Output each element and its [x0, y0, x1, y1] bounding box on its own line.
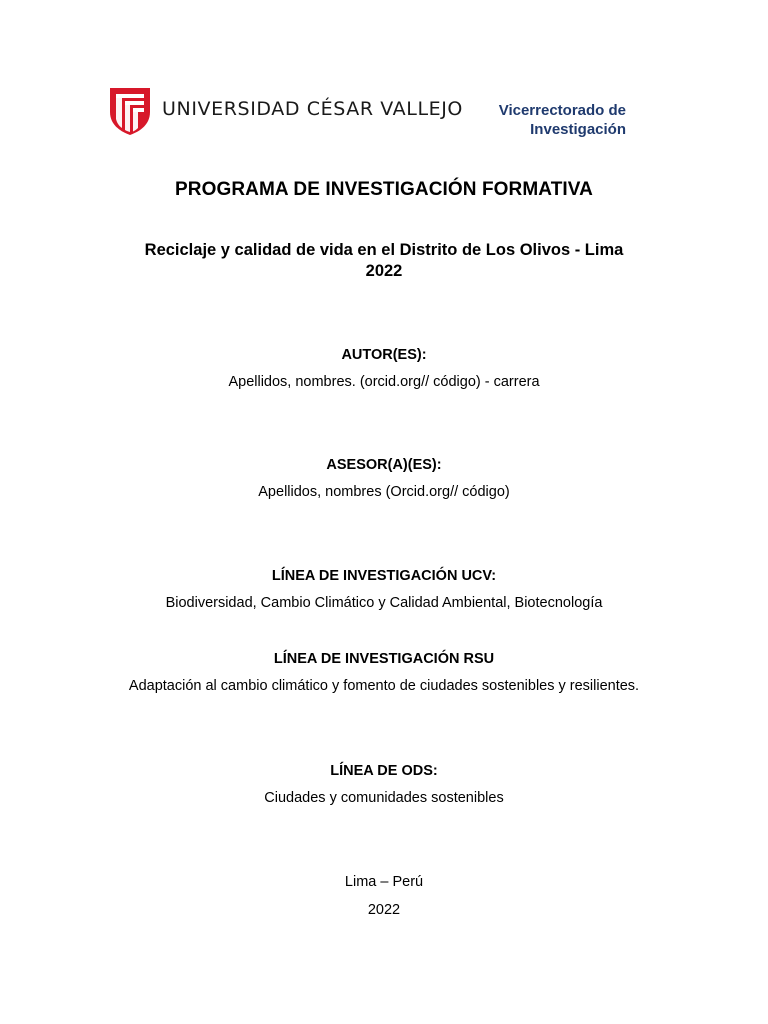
line-rsu-label: LÍNEA DE INVESTIGACIÓN RSU: [273, 651, 495, 667]
footer-place: Lima – Perú: [344, 874, 424, 890]
authors-section: [0, 346, 768, 391]
subtitle-line-2: 2022: [365, 262, 403, 280]
line-ucv-section: [0, 567, 768, 612]
document-header: [0, 0, 768, 150]
line-ods-section: [0, 762, 768, 807]
line-ods-label: LÍNEA DE ODS:: [330, 763, 438, 779]
vicerrectorado-line-2: Investigación: [530, 121, 626, 138]
university-name: UNIVERSIDAD CÉSAR VALLEJO: [162, 98, 463, 120]
subtitle-line-1: Reciclaje y calidad de vida en el Distrito de Los Olivos - Lima: [144, 241, 624, 259]
advisors-value: Apellidos, nombres (Orcid.org// código): [258, 484, 510, 500]
ucv-shield-icon: [108, 86, 152, 136]
authors-value: Apellidos, nombres. (orcid.org// código) - carrera: [228, 374, 540, 390]
vicerrectorado-label: [499, 101, 626, 139]
document-subtitle: [100, 240, 668, 282]
line-rsu-value: Adaptación al cambio climático y fomento de ciudades sostenibles y resilientes.: [128, 678, 640, 694]
advisors-section: [0, 456, 768, 501]
advisors-label: ASESOR(A)(ES):: [326, 457, 442, 473]
line-ucv-value: Biodiversidad, Cambio Climático y Calidad Ambiental, Biotecnología: [165, 595, 603, 611]
line-ucv-label: LÍNEA DE INVESTIGACIÓN UCV:: [271, 568, 497, 584]
vicerrectorado-line-1: Vicerrectorado de: [498, 102, 626, 119]
authors-label: AUTOR(ES):: [341, 347, 427, 363]
program-title: PROGRAMA DE INVESTIGACIÓN FORMATIVA: [175, 179, 593, 200]
line-rsu-section: [0, 650, 768, 695]
line-ods-value: Ciudades y comunidades sostenibles: [264, 790, 504, 806]
footer-year: 2022: [367, 902, 401, 918]
